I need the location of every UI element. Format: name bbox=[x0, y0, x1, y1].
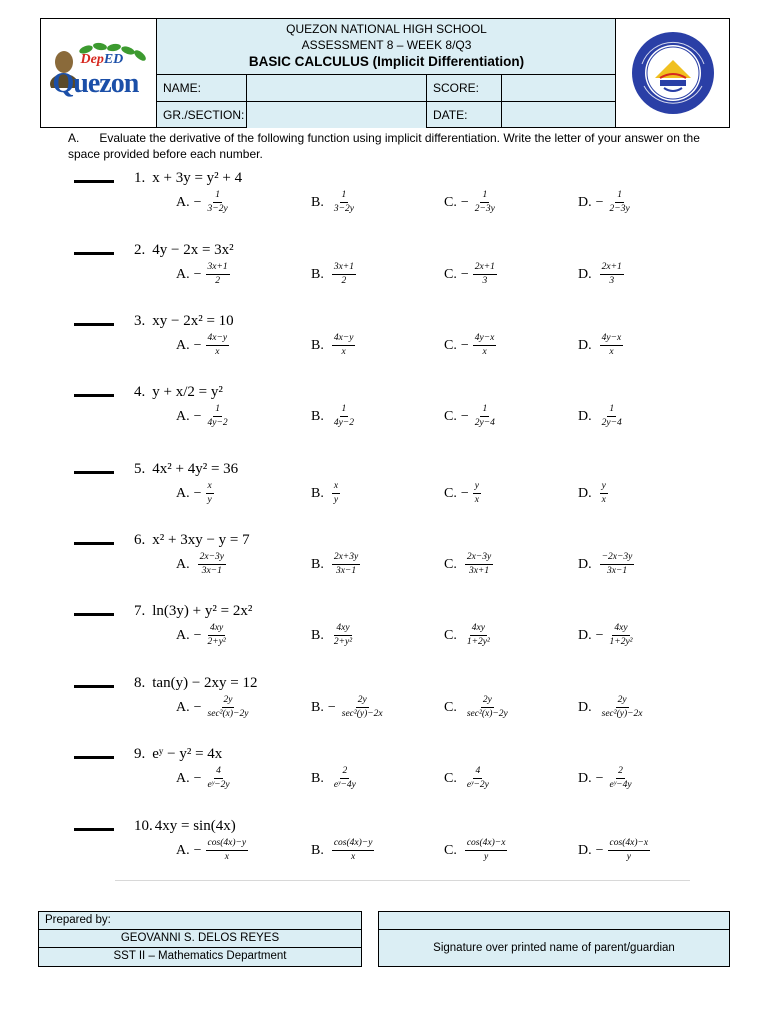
question-equation: 4xy = sin(4x) bbox=[154, 818, 236, 834]
choice-fraction bbox=[206, 766, 232, 791]
choice-fraction bbox=[465, 766, 491, 791]
fraction-denominator: eʸ−2y bbox=[207, 780, 230, 790]
fraction-numerator: 1 bbox=[480, 404, 489, 417]
fraction-denominator: 1+2y² bbox=[466, 637, 490, 647]
fraction-numerator: 2y bbox=[222, 695, 235, 708]
fraction-numerator: 2y bbox=[481, 695, 494, 708]
choice-sign: − bbox=[193, 337, 202, 353]
section-letter: A. bbox=[68, 131, 80, 145]
choice-fraction bbox=[332, 623, 354, 648]
fraction-denominator: 3x+1 bbox=[468, 566, 490, 576]
fraction-denominator: sec²(x)−2y bbox=[207, 709, 249, 719]
signature-label: Signature over printed name of parent/guardian bbox=[433, 942, 675, 954]
choice-letter: B. bbox=[311, 842, 324, 858]
question-item bbox=[0, 461, 768, 521]
section-row bbox=[157, 101, 616, 128]
fraction-numerator: 2y bbox=[356, 695, 369, 708]
choice-letter: D. bbox=[578, 485, 592, 501]
question-number: 5. bbox=[134, 461, 146, 477]
choice-letter: C. bbox=[444, 266, 457, 282]
question-item bbox=[0, 313, 768, 373]
choice-letter: A. bbox=[176, 842, 190, 858]
choice-b bbox=[311, 190, 356, 215]
fraction-denominator: 1+2y² bbox=[609, 637, 633, 647]
choice-c bbox=[444, 766, 491, 791]
fraction-denominator: sec²(y)−2x bbox=[341, 709, 383, 719]
choice-a bbox=[176, 404, 230, 429]
choice-a bbox=[176, 766, 232, 791]
fraction-numerator: cos(4x)−y bbox=[206, 838, 249, 851]
choice-letter: C. bbox=[444, 627, 457, 643]
choice-a bbox=[176, 333, 229, 358]
answer-blank[interactable] bbox=[74, 542, 114, 545]
fraction-numerator: 2x+3y bbox=[332, 552, 360, 565]
fraction-numerator: y bbox=[473, 481, 481, 494]
choice-letter: B. bbox=[311, 266, 324, 282]
answer-blank[interactable] bbox=[74, 471, 114, 474]
choice-fraction bbox=[473, 404, 497, 429]
choice-c bbox=[444, 552, 493, 577]
choice-b bbox=[311, 481, 340, 506]
choice-sign: − bbox=[193, 627, 202, 643]
choice-fraction bbox=[332, 481, 340, 506]
question-stem bbox=[134, 746, 222, 763]
choice-letter: B. bbox=[311, 627, 324, 643]
question-number: 9. bbox=[134, 746, 146, 762]
choice-c bbox=[444, 838, 507, 863]
fraction-numerator: x bbox=[332, 481, 340, 494]
choice-d bbox=[578, 695, 645, 720]
choice-sign: − bbox=[460, 194, 469, 210]
question-number: 10. bbox=[134, 818, 153, 834]
choice-letter: B. bbox=[311, 194, 324, 210]
choice-d bbox=[578, 404, 624, 429]
choice-fraction bbox=[473, 190, 497, 215]
choice-fraction bbox=[206, 190, 230, 215]
fraction-numerator: 4xy bbox=[612, 623, 629, 636]
choice-fraction bbox=[340, 695, 385, 720]
choice-a bbox=[176, 262, 230, 287]
prepared-label: Prepared by: bbox=[39, 912, 361, 930]
question-equation: ln(3y) + y² = 2x² bbox=[152, 603, 253, 619]
choice-fraction bbox=[473, 262, 497, 287]
date-field[interactable] bbox=[502, 102, 616, 128]
choice-fraction bbox=[600, 695, 645, 720]
choice-sign: − bbox=[460, 408, 469, 424]
question-stem bbox=[134, 384, 223, 401]
choice-letter: D. bbox=[578, 699, 592, 715]
section-label: GR./SECTION: bbox=[157, 102, 247, 128]
fraction-numerator: cos(4x)−x bbox=[465, 838, 508, 851]
choice-sign: − bbox=[193, 770, 202, 786]
choice-fraction bbox=[332, 552, 360, 577]
choice-letter: C. bbox=[444, 770, 457, 786]
instruction-text: Evaluate the derivative of the following function using implicit differentiation. Write the letter of your answer on the space provided before each number. bbox=[68, 131, 700, 161]
logo-wordmark: Quezon bbox=[52, 68, 139, 99]
question-number: 8. bbox=[134, 675, 146, 691]
choice-letter: C. bbox=[444, 842, 457, 858]
fraction-denominator: x bbox=[224, 852, 229, 862]
fraction-denominator: eʸ−2y bbox=[466, 780, 489, 790]
choice-fraction bbox=[600, 404, 624, 429]
score-label: SCORE: bbox=[427, 75, 502, 101]
fraction-denominator: 3x−1 bbox=[606, 566, 628, 576]
fraction-numerator: 4xy bbox=[334, 623, 351, 636]
choice-a bbox=[176, 623, 228, 648]
choice-letter: C. bbox=[444, 408, 457, 424]
fraction-denominator: eʸ−4y bbox=[333, 780, 356, 790]
choice-c bbox=[444, 623, 492, 648]
fraction-numerator: cos(4x)−x bbox=[608, 838, 651, 851]
name-row bbox=[157, 74, 616, 101]
answer-blank[interactable] bbox=[74, 180, 114, 183]
fraction-denominator: sec²(y)−2x bbox=[601, 709, 643, 719]
question-stem bbox=[134, 603, 252, 620]
fraction-numerator: x bbox=[206, 481, 214, 494]
choice-sign: − bbox=[595, 770, 604, 786]
fraction-numerator: 4 bbox=[473, 766, 482, 779]
choice-sign: − bbox=[460, 266, 469, 282]
choice-sign: − bbox=[193, 408, 202, 424]
fraction-numerator: 2x−3y bbox=[198, 552, 226, 565]
question-equation: tan(y) − 2xy = 12 bbox=[152, 675, 258, 691]
fraction-denominator: 2 bbox=[215, 276, 220, 286]
choice-letter: B. bbox=[311, 408, 324, 424]
choice-b bbox=[311, 333, 355, 358]
choice-b bbox=[311, 766, 358, 791]
question-item bbox=[0, 532, 768, 592]
fraction-denominator: 3−2y bbox=[333, 204, 354, 214]
choice-letter: D. bbox=[578, 266, 592, 282]
choice-letter: B. bbox=[311, 485, 324, 501]
fraction-numerator: 2x+1 bbox=[600, 262, 624, 275]
choice-fraction bbox=[206, 838, 249, 863]
question-stem bbox=[134, 461, 238, 478]
choice-letter: D. bbox=[578, 770, 592, 786]
divider bbox=[115, 880, 690, 881]
deped-quezon-logo: DepED Quezon bbox=[41, 19, 156, 127]
choice-fraction bbox=[473, 481, 481, 506]
fraction-numerator: 2 bbox=[340, 766, 349, 779]
choice-letter: D. bbox=[578, 842, 592, 858]
fraction-numerator: 2x+1 bbox=[473, 262, 497, 275]
fraction-numerator: 1 bbox=[213, 190, 222, 203]
choice-fraction bbox=[332, 766, 358, 791]
choice-fraction bbox=[465, 623, 492, 648]
fraction-numerator: cos(4x)−y bbox=[332, 838, 375, 851]
question-item bbox=[0, 746, 768, 806]
choice-fraction bbox=[608, 623, 635, 648]
choice-fraction bbox=[332, 838, 375, 863]
choice-letter: C. bbox=[444, 485, 457, 501]
fraction-numerator: 4 bbox=[214, 766, 223, 779]
fraction-numerator: 1 bbox=[607, 404, 616, 417]
choice-letter: A. bbox=[176, 556, 190, 572]
fraction-denominator: x bbox=[609, 347, 614, 357]
instructions bbox=[68, 130, 728, 162]
section-field[interactable] bbox=[247, 102, 427, 128]
choice-a bbox=[176, 552, 226, 577]
choice-c bbox=[444, 481, 481, 506]
choice-sign: − bbox=[460, 337, 469, 353]
choice-fraction bbox=[198, 552, 226, 577]
choice-c bbox=[444, 190, 497, 215]
name-label: NAME: bbox=[157, 75, 247, 101]
fraction-numerator: 4x−y bbox=[206, 333, 230, 346]
fraction-denominator: 4y−2 bbox=[207, 418, 228, 428]
preparer-title: SST II – Mathematics Department bbox=[39, 948, 361, 966]
choice-fraction bbox=[206, 333, 230, 358]
choice-letter: C. bbox=[444, 699, 457, 715]
choice-letter: D. bbox=[578, 556, 592, 572]
fraction-denominator: 2−3y bbox=[474, 204, 495, 214]
choice-d bbox=[578, 481, 608, 506]
question-stem bbox=[134, 313, 234, 330]
choice-letter: A. bbox=[176, 194, 190, 210]
fraction-denominator: sec²(x)−2y bbox=[466, 709, 508, 719]
choice-letter: D. bbox=[578, 627, 592, 643]
question-stem bbox=[134, 242, 234, 259]
choice-c bbox=[444, 404, 497, 429]
school-name: QUEZON NATIONAL HIGH SCHOOL bbox=[286, 22, 487, 36]
choice-letter: C. bbox=[444, 556, 457, 572]
choice-d bbox=[578, 838, 650, 863]
answer-blank[interactable] bbox=[74, 828, 114, 831]
choice-fraction bbox=[206, 623, 228, 648]
choice-fraction bbox=[600, 481, 608, 506]
fraction-denominator: x bbox=[474, 495, 479, 505]
question-equation: x + 3y = y² + 4 bbox=[152, 170, 243, 186]
fraction-numerator: 2x−3y bbox=[465, 552, 493, 565]
fraction-denominator: 2−3y bbox=[609, 204, 630, 214]
choice-letter: A. bbox=[176, 266, 190, 282]
fraction-numerator: 4xy bbox=[470, 623, 487, 636]
question-item bbox=[0, 242, 768, 302]
fraction-numerator: −2x−3y bbox=[600, 552, 635, 565]
fraction-denominator: 3−2y bbox=[207, 204, 228, 214]
choice-letter: A. bbox=[176, 485, 190, 501]
choice-fraction bbox=[473, 333, 497, 358]
choice-fraction bbox=[608, 190, 632, 215]
fraction-denominator: 2y−4 bbox=[474, 418, 495, 428]
choice-letter: C. bbox=[444, 194, 457, 210]
choice-fraction bbox=[600, 262, 624, 287]
name-field[interactable] bbox=[247, 75, 427, 101]
choice-letter: A. bbox=[176, 627, 190, 643]
choice-b bbox=[311, 623, 354, 648]
fraction-numerator: 4y−x bbox=[473, 333, 497, 346]
question-number: 1. bbox=[134, 170, 146, 186]
choice-fraction bbox=[206, 262, 230, 287]
fraction-denominator: 2+y² bbox=[207, 637, 226, 647]
fraction-denominator: x bbox=[351, 852, 356, 862]
choice-letter: A. bbox=[176, 770, 190, 786]
choice-letter: A. bbox=[176, 699, 190, 715]
answer-blank[interactable] bbox=[74, 685, 114, 688]
choice-fraction bbox=[332, 190, 356, 215]
header-center bbox=[156, 19, 616, 127]
question-equation: 4y − 2x = 3x² bbox=[152, 242, 234, 258]
answer-blank[interactable] bbox=[74, 394, 114, 397]
choice-sign: − bbox=[193, 842, 202, 858]
question-number: 3. bbox=[134, 313, 146, 329]
answer-blank[interactable] bbox=[74, 252, 114, 255]
choice-letter: A. bbox=[176, 408, 190, 424]
fraction-denominator: eʸ−4y bbox=[609, 780, 632, 790]
question-stem bbox=[134, 170, 242, 187]
choice-fraction bbox=[600, 333, 624, 358]
question-item bbox=[0, 170, 768, 230]
fraction-denominator: x bbox=[341, 347, 346, 357]
choice-fraction bbox=[332, 333, 356, 358]
fraction-numerator: 1 bbox=[340, 190, 349, 203]
choice-d bbox=[578, 766, 634, 791]
assessment-title: ASSESSMENT 8 – WEEK 8/Q3 bbox=[301, 38, 472, 52]
fraction-denominator: x bbox=[601, 495, 606, 505]
fraction-denominator: 4y−2 bbox=[333, 418, 354, 428]
choice-sign: − bbox=[193, 699, 202, 715]
fraction-denominator: 2 bbox=[341, 276, 347, 286]
date-label: DATE: bbox=[427, 102, 502, 128]
fraction-denominator: y bbox=[207, 495, 212, 505]
choice-a bbox=[176, 481, 214, 506]
question-equation: x² + 3xy − y = 7 bbox=[152, 532, 250, 548]
choice-a bbox=[176, 838, 248, 863]
fraction-denominator: 3 bbox=[482, 276, 488, 286]
choice-fraction bbox=[206, 481, 214, 506]
subject-title: BASIC CALCULUS (Implicit Differentiation) bbox=[248, 54, 525, 69]
answer-blank[interactable] bbox=[74, 323, 114, 326]
question-number: 7. bbox=[134, 603, 146, 619]
school-seal-logo bbox=[615, 19, 729, 127]
choice-fraction bbox=[465, 552, 493, 577]
choice-sign: − bbox=[193, 485, 202, 501]
choice-d bbox=[578, 262, 624, 287]
choice-b bbox=[311, 838, 374, 863]
choice-b bbox=[311, 404, 356, 429]
signature-box bbox=[378, 911, 730, 967]
fraction-numerator: 4x−y bbox=[332, 333, 356, 346]
choice-fraction bbox=[608, 838, 651, 863]
fraction-numerator: 2y bbox=[616, 695, 629, 708]
choice-letter: D. bbox=[578, 408, 592, 424]
fraction-denominator: 3 bbox=[609, 276, 615, 286]
fraction-numerator: 3x+1 bbox=[332, 262, 356, 275]
fraction-denominator: 3x−1 bbox=[335, 566, 357, 576]
question-equation: 4x² + 4y² = 36 bbox=[152, 461, 239, 477]
choice-d bbox=[578, 333, 623, 358]
choice-letter: B. bbox=[311, 337, 324, 353]
question-equation: y + x/2 = y² bbox=[152, 384, 223, 400]
question-stem bbox=[134, 675, 257, 692]
choice-fraction bbox=[600, 552, 635, 577]
choice-fraction bbox=[332, 262, 356, 287]
school-seal-icon bbox=[630, 30, 716, 116]
choice-c bbox=[444, 695, 510, 720]
fraction-denominator: 2+y² bbox=[333, 637, 353, 647]
choice-letter: B. bbox=[311, 770, 324, 786]
fraction-numerator: 4xy bbox=[208, 623, 225, 636]
fraction-denominator: 3x−1 bbox=[201, 566, 222, 576]
choice-fraction bbox=[608, 766, 634, 791]
answer-blank[interactable] bbox=[74, 613, 114, 616]
question-item bbox=[0, 818, 768, 878]
choice-letter: B. bbox=[311, 699, 324, 715]
fraction-denominator: y bbox=[333, 495, 339, 505]
question-equation: eʸ − y² = 4x bbox=[152, 746, 223, 762]
choice-fraction bbox=[206, 695, 251, 720]
choice-letter: D. bbox=[578, 194, 592, 210]
fraction-numerator: y bbox=[600, 481, 608, 494]
choice-b bbox=[311, 262, 356, 287]
prepared-by-box bbox=[38, 911, 362, 967]
question-number: 2. bbox=[134, 242, 146, 258]
choice-a bbox=[176, 695, 250, 720]
fraction-denominator: x bbox=[482, 347, 487, 357]
question-item bbox=[0, 675, 768, 735]
question-stem bbox=[134, 818, 236, 835]
choice-fraction bbox=[332, 404, 356, 429]
choice-d bbox=[578, 190, 632, 215]
preparer-name: GEOVANNI S. DELOS REYES bbox=[39, 930, 361, 948]
question-equation: xy − 2x² = 10 bbox=[152, 313, 234, 329]
choice-fraction bbox=[206, 404, 230, 429]
choice-letter: B. bbox=[311, 556, 324, 572]
answer-blank[interactable] bbox=[74, 756, 114, 759]
choice-b bbox=[311, 552, 360, 577]
choice-a bbox=[176, 190, 230, 215]
choice-fraction bbox=[465, 838, 508, 863]
question-item bbox=[0, 384, 768, 444]
choice-c bbox=[444, 333, 496, 358]
fraction-numerator: 1 bbox=[480, 190, 489, 203]
choice-sign: − bbox=[595, 194, 604, 210]
fraction-numerator: 3x+1 bbox=[206, 262, 230, 275]
fraction-denominator: y bbox=[484, 852, 489, 862]
choice-letter: A. bbox=[176, 337, 190, 353]
choice-b bbox=[311, 695, 385, 720]
fraction-numerator: 2 bbox=[616, 766, 625, 779]
choice-sign: − bbox=[193, 266, 202, 282]
choice-sign: − bbox=[595, 627, 604, 643]
choice-d bbox=[578, 623, 635, 648]
fraction-denominator: x bbox=[215, 347, 220, 357]
choice-sign: − bbox=[460, 485, 469, 501]
choice-c bbox=[444, 262, 497, 287]
question-number: 6. bbox=[134, 532, 146, 548]
choice-letter: D. bbox=[578, 337, 592, 353]
header-table bbox=[40, 18, 730, 128]
choice-sign: − bbox=[595, 842, 604, 858]
choice-letter: C. bbox=[444, 337, 457, 353]
fraction-denominator: y bbox=[626, 852, 631, 862]
fraction-numerator: 1 bbox=[340, 404, 349, 417]
choice-sign: − bbox=[327, 699, 336, 715]
fraction-numerator: 4y−x bbox=[600, 333, 624, 346]
choice-d bbox=[578, 552, 634, 577]
question-stem bbox=[134, 532, 250, 549]
choice-fraction bbox=[465, 695, 510, 720]
question-number: 4. bbox=[134, 384, 146, 400]
fraction-numerator: 1 bbox=[213, 404, 222, 417]
question-item bbox=[0, 603, 768, 663]
signature-field[interactable] bbox=[379, 912, 729, 930]
fraction-numerator: 1 bbox=[615, 190, 624, 203]
score-field[interactable] bbox=[502, 75, 616, 101]
choice-sign: − bbox=[193, 194, 202, 210]
fraction-denominator: 2y−4 bbox=[601, 418, 622, 428]
